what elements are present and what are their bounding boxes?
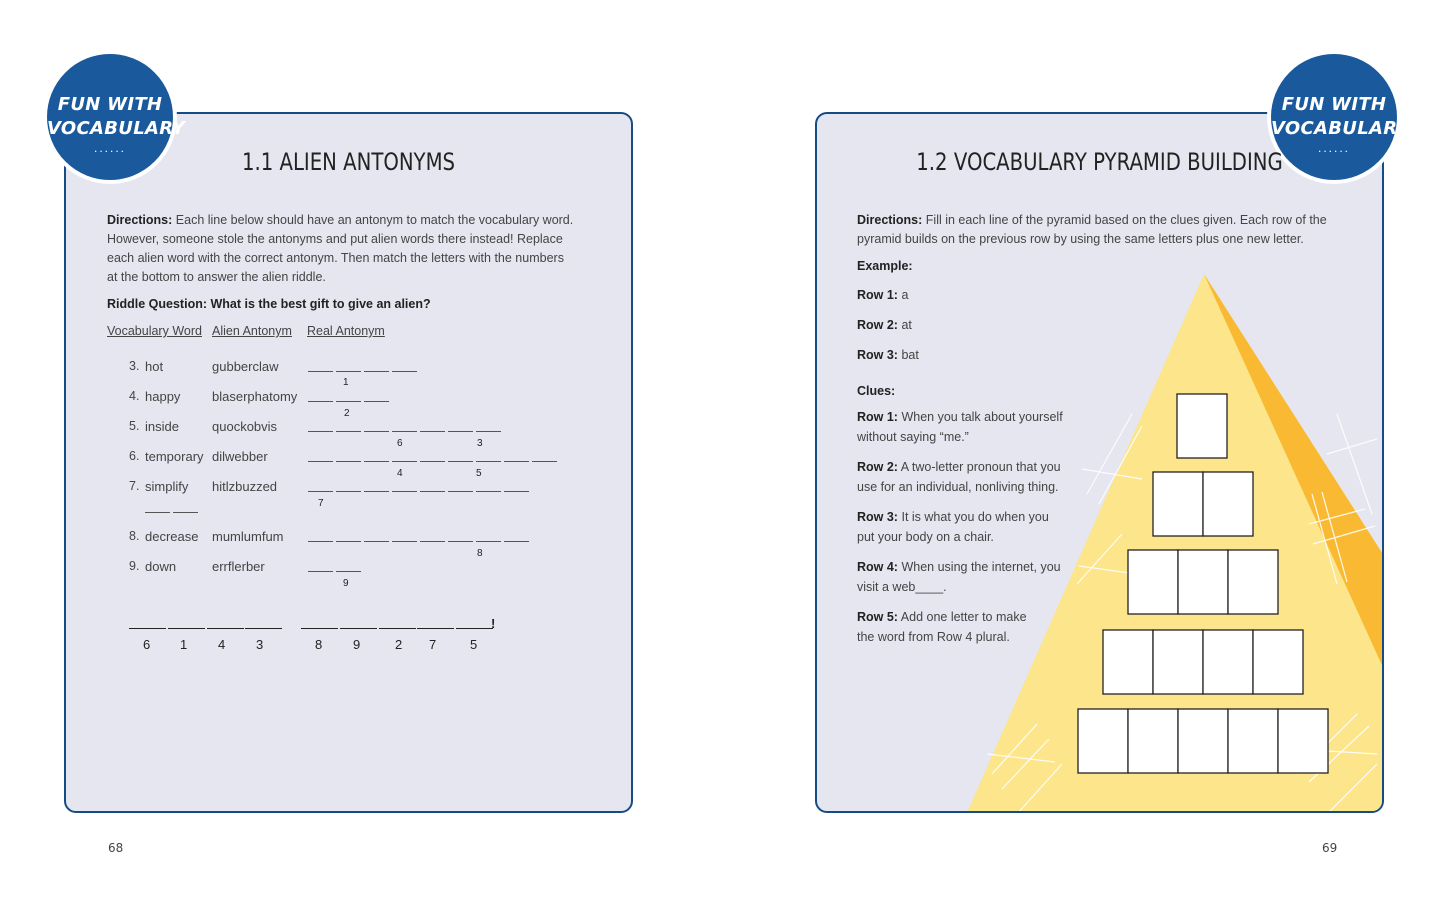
pyramid-box-row5[interactable] bbox=[1128, 709, 1178, 773]
answer-number: 2 bbox=[395, 637, 403, 652]
pyramid-box-row3[interactable] bbox=[1228, 550, 1278, 614]
answer-blank[interactable] bbox=[456, 628, 493, 629]
letter-number: 4 bbox=[397, 468, 403, 479]
alien-word: blaserphatomy bbox=[212, 389, 298, 404]
example-label: Example: bbox=[857, 259, 913, 273]
row-number: 8. bbox=[129, 529, 140, 543]
pyramid-box-row5[interactable] bbox=[1278, 709, 1328, 773]
letter-number: 1 bbox=[343, 377, 349, 388]
answer-number: 3 bbox=[256, 637, 264, 652]
letter-number: 2 bbox=[344, 408, 350, 419]
vocab-word: decrease bbox=[145, 529, 199, 544]
answer-blank[interactable] bbox=[207, 628, 244, 629]
row-number: 7. bbox=[129, 479, 140, 493]
answer-number: 8 bbox=[315, 637, 323, 652]
clue-row2: Row 2: A two-letter pronoun that you use for an individual, nonliving thing. bbox=[857, 460, 1061, 494]
answer-blanks[interactable] bbox=[308, 371, 417, 372]
clue-row3: Row 3: It is what you do when you put your body on a chair. bbox=[857, 510, 1049, 544]
pyramid-box-row5[interactable] bbox=[1178, 709, 1228, 773]
answer-number: 1 bbox=[180, 637, 188, 652]
answer-number: 5 bbox=[470, 637, 478, 652]
letter-number: 6 bbox=[397, 438, 403, 449]
row-number: 4. bbox=[129, 389, 140, 403]
answer-blank[interactable] bbox=[129, 628, 166, 629]
answer-blank[interactable] bbox=[168, 628, 205, 629]
row-number: 5. bbox=[129, 419, 140, 433]
riddle-question: Riddle Question: What is the best gift to give an alien? bbox=[107, 297, 431, 311]
clue-row1: Row 1: When you talk about yourself without saying “me.” bbox=[857, 410, 1063, 444]
answer-blank[interactable] bbox=[340, 628, 377, 629]
page-title-left: 1.1 ALIEN ANTONYMS bbox=[241, 148, 456, 176]
pyramid-box-row5[interactable] bbox=[1228, 709, 1278, 773]
pyramid-box-row2[interactable] bbox=[1153, 472, 1203, 536]
fun-with-vocabulary-badge-left: FUN WITH VOCABULARY ...... bbox=[43, 50, 177, 184]
answer-blank[interactable] bbox=[417, 628, 454, 629]
answer-blank[interactable] bbox=[379, 628, 416, 629]
letter-number: 5 bbox=[476, 468, 482, 479]
answer-blanks[interactable] bbox=[308, 491, 529, 492]
pyramid-box-row4[interactable] bbox=[1103, 630, 1153, 694]
directions-left: Directions: Each line below should have an antonym to match the vocabulary word. However, someone stole the antonyms and put alien words there instead! Replace each alien word with the correct antonym. Then match the letters with the numbers at the bottom to answer the alien riddle. bbox=[107, 213, 574, 284]
vocab-word: temporary bbox=[145, 449, 204, 464]
answer-blanks[interactable] bbox=[308, 461, 557, 462]
answer-exclamation: ! bbox=[491, 616, 496, 631]
clue-row4: Row 4: When using the internet, you visit a web____. bbox=[857, 560, 1061, 594]
example-row: Row 2: at bbox=[857, 318, 912, 332]
answer-blanks[interactable] bbox=[308, 541, 529, 542]
pyramid-box-row4[interactable] bbox=[1153, 630, 1203, 694]
row-number: 9. bbox=[129, 559, 140, 573]
letter-number: 3 bbox=[477, 438, 483, 449]
answer-blanks[interactable] bbox=[308, 431, 501, 432]
vocab-word: happy bbox=[145, 389, 181, 404]
vocab-word: hot bbox=[145, 359, 164, 374]
header-vocabulary-word: Vocabulary Word bbox=[107, 324, 202, 338]
pyramid-box-row1[interactable] bbox=[1177, 394, 1227, 458]
pyramid-box-row4[interactable] bbox=[1203, 630, 1253, 694]
answer-blanks[interactable] bbox=[308, 571, 361, 572]
page-number-right: 69 bbox=[1322, 841, 1338, 855]
answer-number: 6 bbox=[143, 637, 151, 652]
page-title-right: 1.2 VOCABULARY PYRAMID BUILDING bbox=[916, 148, 1283, 176]
page-number-left: 68 bbox=[108, 841, 124, 855]
vocab-word: simplify bbox=[145, 479, 189, 494]
fun-with-vocabulary-badge-right: FUN WITH VOCABULARY ...... bbox=[1267, 50, 1401, 184]
answer-number: 9 bbox=[353, 637, 361, 652]
alien-word: quockobvis bbox=[212, 419, 278, 434]
letter-number: 8 bbox=[477, 548, 483, 559]
clue-row5: Row 5: Add one letter to make the word from Row 4 plural. bbox=[857, 610, 1027, 644]
answer-blank[interactable] bbox=[245, 628, 282, 629]
answer-number: 4 bbox=[218, 637, 226, 652]
clues-label: Clues: bbox=[857, 384, 896, 398]
pyramid-box-row3[interactable] bbox=[1128, 550, 1178, 614]
header-real-antonym: Real Antonym bbox=[307, 324, 385, 338]
row-number: 6. bbox=[129, 449, 140, 463]
example-row: Row 1: a bbox=[857, 288, 909, 302]
example-row: Row 3: bat bbox=[857, 348, 919, 362]
answer-blanks[interactable] bbox=[145, 512, 198, 513]
letter-number: 9 bbox=[343, 578, 349, 589]
answer-blank[interactable] bbox=[301, 628, 338, 629]
vocab-word: inside bbox=[145, 419, 179, 434]
answer-number: 7 bbox=[429, 637, 437, 652]
directions-right: Directions: Fill in each line of the pyramid based on the clues given. Each row of the pyramid builds on the previous row by using the same letters plus one new letter. bbox=[857, 213, 1327, 246]
row-number: 3. bbox=[129, 359, 140, 373]
answer-blanks[interactable] bbox=[308, 401, 389, 402]
pyramid-box-row4[interactable] bbox=[1253, 630, 1303, 694]
vocab-word: down bbox=[145, 559, 177, 574]
alien-word: dilwebber bbox=[212, 449, 268, 464]
pyramid-box-row2[interactable] bbox=[1203, 472, 1253, 536]
letter-number: 7 bbox=[318, 498, 324, 509]
header-alien-antonym: Alien Antonym bbox=[212, 324, 292, 338]
alien-word: hitlzbuzzed bbox=[212, 479, 278, 494]
alien-word: mumlumfum bbox=[212, 529, 284, 544]
pyramid-box-row3[interactable] bbox=[1178, 550, 1228, 614]
alien-word: gubberclaw bbox=[212, 359, 279, 374]
pyramid-box-row5[interactable] bbox=[1078, 709, 1128, 773]
alien-word: errflerber bbox=[212, 559, 265, 574]
